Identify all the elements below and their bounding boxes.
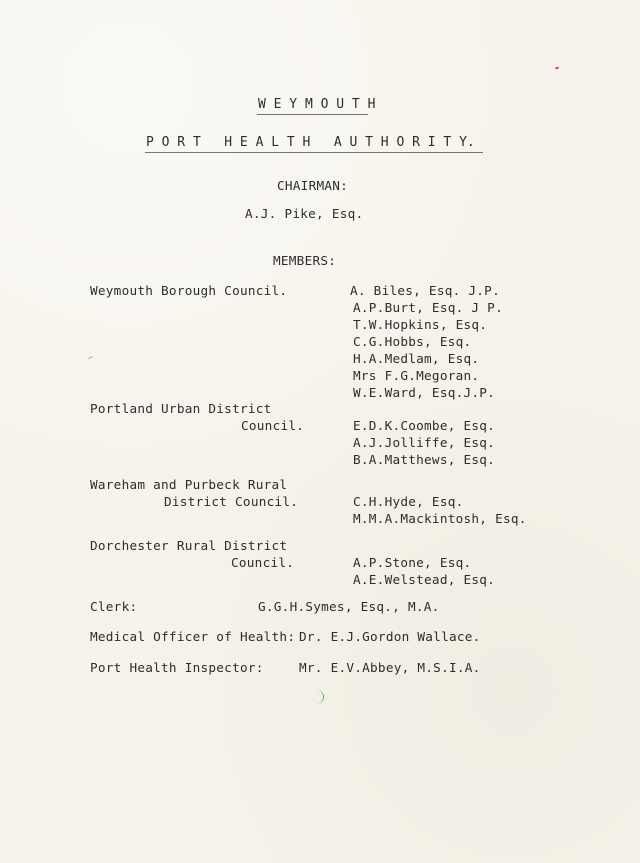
member-name: Mrs F.G.Megoran. bbox=[353, 368, 480, 383]
member-name: E.D.K.Coombe, Esq. bbox=[353, 418, 496, 433]
officer-value: Dr. E.J.Gordon Wallace. bbox=[299, 629, 481, 644]
member-name: W.E.Ward, Esq.J.P. bbox=[353, 385, 496, 400]
red-ink-mark bbox=[555, 66, 559, 69]
title-underline bbox=[257, 114, 368, 115]
member-name: T.W.Hopkins, Esq. bbox=[353, 317, 488, 332]
chairman-heading: CHAIRMAN: bbox=[277, 178, 349, 193]
officer-value: G.G.H.Symes, Esq., M.A. bbox=[258, 599, 440, 614]
officer-label: Medical Officer of Health: bbox=[90, 629, 296, 644]
officer-label: Port Health Inspector: bbox=[90, 660, 264, 675]
section-label: Portland Urban District bbox=[90, 401, 272, 416]
member-name: A.P.Stone, Esq. bbox=[353, 555, 472, 570]
section-label: Dorchester Rural District bbox=[90, 538, 288, 553]
officer-value: Mr. E.V.Abbey, M.S.I.A. bbox=[299, 660, 481, 675]
section-label-continuation: District Council. bbox=[164, 494, 299, 509]
member-name: A.P.Burt, Esq. J P. bbox=[353, 300, 503, 315]
section-label-continuation: Council. bbox=[231, 555, 295, 570]
member-name: B.A.Matthews, Esq. bbox=[353, 452, 496, 467]
document-title: W E Y M O U T H bbox=[258, 97, 376, 112]
member-name: A.E.Welstead, Esq. bbox=[353, 572, 496, 587]
chairman-name: A.J. Pike, Esq. bbox=[245, 206, 364, 221]
pencil-mark bbox=[88, 356, 93, 359]
members-heading: MEMBERS: bbox=[273, 253, 337, 268]
green-ink-mark bbox=[315, 690, 324, 704]
officer-label: Clerk: bbox=[90, 599, 138, 614]
subtitle-underline bbox=[145, 152, 483, 153]
section-label-continuation: Council. bbox=[241, 418, 305, 433]
document-subtitle: P O R T H E A L T H A U T H O R I T Y. bbox=[146, 135, 475, 150]
member-name: C.G.Hobbs, Esq. bbox=[353, 334, 472, 349]
member-name: A. Biles, Esq. J.P. bbox=[350, 283, 500, 298]
member-name: H.A.Medlam, Esq. bbox=[353, 351, 480, 366]
member-name: A.J.Jolliffe, Esq. bbox=[353, 435, 496, 450]
member-name: C.H.Hyde, Esq. bbox=[353, 494, 464, 509]
section-label: Wareham and Purbeck Rural bbox=[90, 477, 288, 492]
member-name: M.M.A.Mackintosh, Esq. bbox=[353, 511, 527, 526]
section-label: Weymouth Borough Council. bbox=[90, 283, 288, 298]
